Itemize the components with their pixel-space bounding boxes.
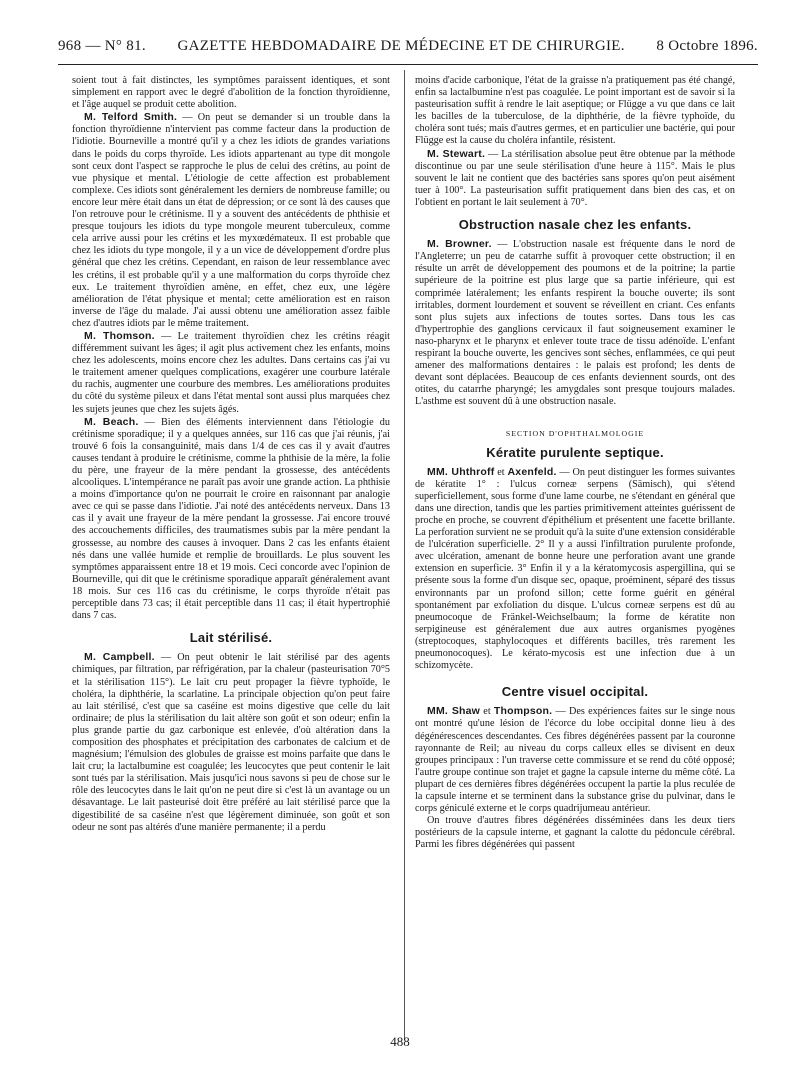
author-name: M. Telford Smith. (84, 111, 178, 124)
section-heading: Lait stérilisé. (189, 630, 273, 646)
paragraph-text: — Le traitement thyroïdien chez les crétins réagit différemment suivant les âges; il agit plus activement chez les enfants, moins chez les adolescents, moins encore chez les adultes. Dans certains cas j'ai vu le traitement amener quelques complications, exagérer une courbure latérale du rachis, augmenter une courbure des membres. Les améliorations produites du côté du système pileux et dans l'état mental sont aussi plus marquées chez les sujets jeunes que chez les sujets âgés. (72, 330, 390, 415)
paragraph-stewart (415, 148, 735, 209)
author-name: Thompson. (493, 705, 553, 718)
paragraph-text: — Bien des éléments interviennent dans l'étiologie du crétinisme sporadique; il y a quelques années, sur 116 cas que j'ai réunis, j'ai trouvé 6 fois la consanguinité, mais dans 1/4 de ces cas il y avait d'autres causes tendant à produire le crétinisme, comme la phthisie de la mère, la folie du père, une frayeur de la mère pendant la grossesse, des antécédents alcooliques. L'intempérance ne paraît pas avoir une grande action. La phthisie a moins d'importance qu'on ne pourrait le croire en raisonnant par analogie avec ce qui se passe dans l'idiotie. J'ai noté des antécédents nerveux. Dans 13 cas il y avait une frayeur de la mère pendant la grossesse. J'ai encore trouvé des accouchements difficiles, des traumatismes subis par la mère pendant la grossesse, au nombre des causes à invoquer. Dans 2 cas les enfants étaient nés dans une vallée humide et remplie de brouillards. Le plus souvent les symptômes apparaissent entre 18 et 19 mois. Ceci concorde avec l'opinion de Bourneville, qui dit que le crétinisme sporadique apparaît généralement avant 18 mois. Sur ces 116 cas du crétinisme, le corps thyroïde n'était pas perceptible dans 73 cas; il était perceptible dans 11 cas; il était hypertrophié dans 7 cas. (72, 416, 390, 622)
column-divider (404, 70, 405, 1040)
paragraph-shaw (415, 705, 735, 815)
paragraph-text: — On peut distinguer les formes suivantes de kératite 1° : l'ulcus corneæ serpens (Sämisch), qui s'étend superficiellement, sous forme d'une lame courbe, ne s'étendant en général que dans une direction, tandis que les parties primitivement atteintes guérissent de proche en proche, se couvrent d'épithélium et présentent une facette brillante. La perforation survient ne se produit qu'à la suite d'une extension considérable de l'ulcération superficielle. 2° Il y a aussi l'infiltration purulente profonde, avec ulcération, amenant de bonne heure une perforation avant une grande extension en superficie. 3° Enfin il y a la kératomycosis aspergillina, qui se présente sous la forme d'un disque sec, opaque, proéminent, séparé des tissus environnants par un profond sillon; cette forme guérit en général spontanément par exfoliation du disque. L'ulcus corneæ serpens est dû au pneumocoque de Fränkel-Weichselbaum; la forme de kératite non serpigineuse est généralement due aux autres organismes pyogènes (streptocoques, staphylocoques et différents bacilles, très rarement les pneumonocoques). Le kérato-mycosis est une infection due à un schizomycète. (415, 466, 735, 672)
conjunction: et (480, 706, 494, 718)
paragraph-text: — L'obstruction nasale est fréquente dans le nord de l'Angleterre; un peu de catarrhe suffit à provoquer cette obstruction; il en résulte un arrêt de développement des poumons et de la poitrine; la partie supérieure de la poitrine est plus large que sa partie inférieure, qui est comprimée latéralement; les enfants respirent la bouche ouverte; ils sont irritables, dorment lourdement et souvent se réveillent en criant. Ces enfants sont plus sujets aux infections de toutes sortes. Dans tous les cas d'hypertrophie des ganglions cervicaux il faut soigneusement examiner le naso-pharynx et le pharynx et enlever toute trace de tissu adénoïde. L'enfant respirant la bouche ouverte, les gencives sont sèches, enflammées, ce qui peut amener des malformations dentaires : le palais est profond; les dents de devant sont déplacées. Beaucoup de ces enfants deviennent sourds, ont des otites, du catarrhe pharyngé; les amygdales sont presque toujours malades. L'asthme est souvent dû à une obstruction nasale. (415, 239, 735, 408)
paragraph-text: — La stérilisation absolue peut être obtenue par la méthode discontinue ou par une seule stérilisation d'une heure à 115°. Mais le plus souvent le lait ne contient que des bactéries sans spores qu'on peut aisément tuer à 100°. La pasteurisation suffit pratiquement dans bien des cas, et on l'obtient en portant le lait seulement à 70°. (415, 148, 735, 208)
paragraph-text: — On peut se demander si un trouble dans la fonction thyroïdienne n'intervient pas comme facteur dans la production de l'idiotie. Bourneville a montré qu'il y a chez les idiots de grandes variations dans le poids du corps thyroïde. Les idiots appartenant au type dit mongole sont ceux dont l'aspect se rapproche le plus de celui des crétins, au point de vue physique et mental. L'étiologie de cette affection est probablement complexe. Ces idiots sont généralement les derniers de nombreuse famille; ou encore leur mère était dans un état de dépression; or ce sont là des causes que l'on retrouve pour le crétinisme. Il y a souvent des antécédents de phthisie et presque toujours les idiots du type mongole meurent tuberculeux, comme cela arrive aussi pour les crétins et les myxœdémateux. Il est probable que chez les idiots du type mongole, il y a un vice de développement d'ordre plus général que chez les crétins. Cependant, en raison de leur ressemblance avec les crétins, il est probable qu'il y a une malformation du corps thyroïde chez eux. Le traitement thyroïdien amène, en effet, chez eux, une légère amélioration de l'état physique et mental; cette amélioration est en raison inverse de l'âge du malade. J'ai aussi obtenu une amélioration assez faible chez d'autres idiots par le même traitement. (72, 112, 390, 329)
paragraph-text: — On peut obtenir le lait stérilisé par des agents chimiques, par filtration, par réfrigération, par la chaleur (pasteurisation 70°5 et la stérilisation 115°). Le lait cru peut propager la fièvre typhoïde, le choléra, la diphthérie, la scarlatine. La principale objection qu'on peut faire au lait stérilisé, c'est que sa caséine est moins digestive que celle du lait ordinaire; de plus la stérilisation du lait altère son goût et son odeur; enfin la plus grande partie du gaz carbonique est enlevée, d'où altération dans la composition des phosphates et précipitation des carbonates de calcium et de magnésium; l'émulsion des globules de graisse est moins parfaite que dans le lait cru; la lactalbumine est coagulée; les leucocytes que peut contenir le lait sont tués par la stérilisation. Mais jusqu'ici nous savons si peu de chose sur le rôle des leucocytes dans le lait qu'on ne peut dire si c'est là un avantage ou un désavantage. Le lait pasteurisé doit être préféré au lait stérilisé parce que la digestibilité de sa caséine n'est que légèrement diminuée, son goût et son odeur ne sont pas altérés d'une manière permanente; il a perdu (72, 652, 390, 833)
author-name: MM. Shaw (427, 705, 481, 718)
conjunction: et (494, 466, 508, 478)
issue-date: 8 Octobre 1896. (656, 38, 758, 54)
section-heading: Obstruction nasale chez les enfants. (458, 217, 692, 233)
paragraph-telford (72, 111, 390, 330)
section-heading: Centre visuel occipital. (501, 684, 649, 700)
section-heading: Kératite purulente septique. (486, 444, 664, 460)
left-column (72, 75, 390, 834)
author-name: M. Browner. (427, 238, 492, 251)
running-header (58, 38, 758, 62)
paragraph-beach (72, 416, 390, 623)
author-name: M. Stewart. (427, 147, 486, 160)
paragraph: On trouve d'autres fibres dégénérées disséminées dans les deux tiers postérieurs de la capsule interne, et gagnant la calotte du pédoncule cérébral. Parmi les fibres dégénérées qui passent (415, 815, 735, 851)
author-name: M. Thomson. (84, 329, 155, 342)
paragraph: moins d'acide carbonique, l'état de la graisse n'a pratiquement pas été changé, enfin sa lactalbumine n'est pas coagulée. Le point important est de savoir si la pasteurisation suffit à rendre le lait aseptique; or Flügge a vu que dans ce lait les bacilles de la tuberculose, de la diphthérie, de la fièvre typhoïde, du choléra sont tués; mais d'autres germes, et en particulier une bactérie, qui pour Flügge est la cause du choléra infantile, résistent. (415, 75, 735, 147)
paragraph-thomson (72, 330, 390, 416)
author-name: Axenfeld. (507, 465, 557, 478)
paragraph-campbell (72, 651, 390, 833)
paragraph: soient tout à fait distinctes, les symptômes paraissent identiques, et sont simplement en rapport avec le degré d'abolition de la fonction thyroïdienne, et l'âge auquel se produit cette abolition. (72, 75, 390, 111)
page-folio: 488 (390, 1034, 410, 1049)
paragraph-text: — Des expériences faites sur le singe nous ont montré qu'une lésion de l'écorce du lobe occipital donne lieu à des dégénérescences descendantes. Ces fibres dégénérées passent par la couronne rayonnante de Reil; au niveau du corps calleux elles se divisent en deux groupes principaux : l'un traverse cette commissure et se rend du côté opposé; l'autre groupe continue son trajet et gagne la capsule interne du même côté. La plupart de ces dernières fibres dégénérées occupent la partie la plus reculée de la capsule interne et se terminent dans la substance grise du pulvinar, dans le corps géniculé externe et le corps quadrijumeau antérieur. (415, 706, 735, 815)
paragraph-uhthoff (415, 466, 735, 673)
section-label: SECTION D'OPHTHALMOLOGIE (505, 429, 645, 439)
journal-title: GAZETTE HEBDOMADAIRE DE MÉDECINE ET DE CHIRURGIE. (177, 38, 625, 54)
author-name: M. Campbell. (84, 651, 155, 664)
page-number: 968 — N° 81. (58, 38, 146, 54)
author-name: MM. Uhthroff (427, 465, 495, 478)
header-rule (58, 64, 758, 65)
right-column (415, 75, 735, 851)
author-name: M. Beach. (84, 415, 139, 428)
paragraph-browner (415, 238, 735, 408)
